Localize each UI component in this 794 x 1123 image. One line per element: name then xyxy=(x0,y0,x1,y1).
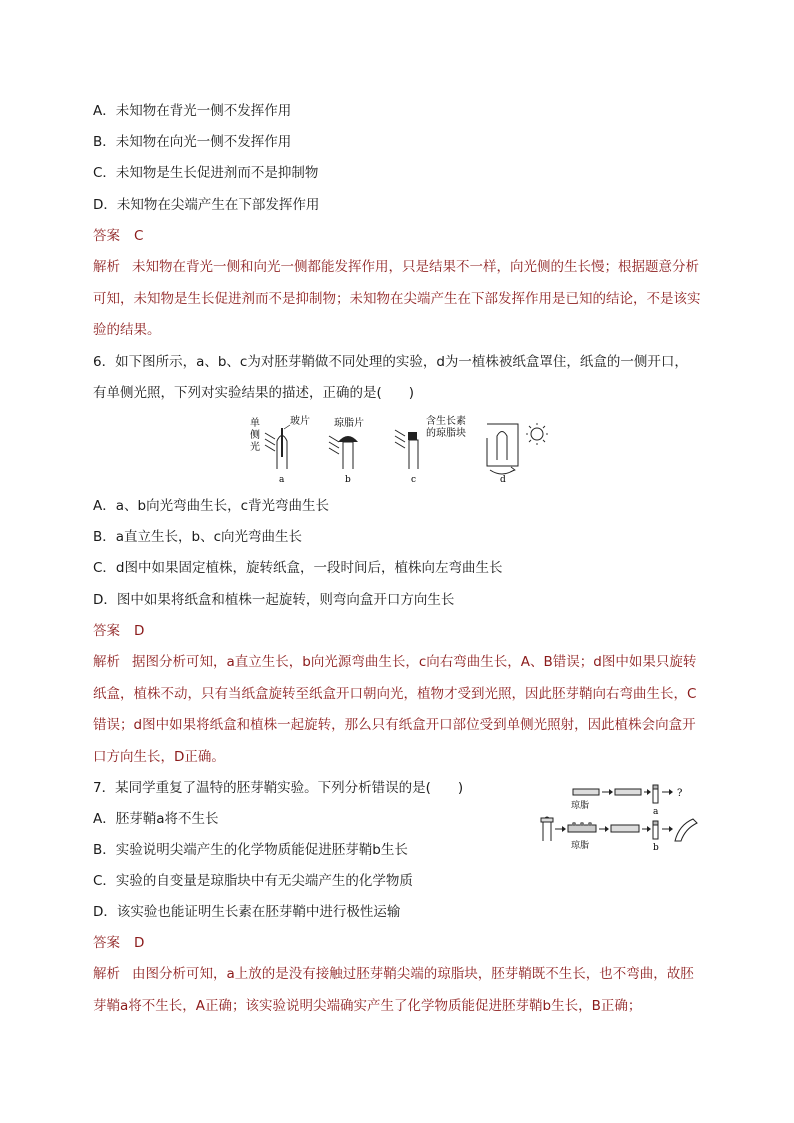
q7-option-b: B．实验说明尖端产生的化学物质能促进胚芽鞘b生长 xyxy=(93,842,408,858)
q5-answer xyxy=(93,226,143,246)
sub-d: d xyxy=(500,475,506,485)
light-arrows-b xyxy=(329,436,339,454)
agar-label-1: 琼脂 xyxy=(571,801,590,811)
light-label-2: 侧 xyxy=(250,430,260,441)
paper-box xyxy=(487,424,518,466)
q6-figure xyxy=(244,412,554,486)
answer-label: 答案 xyxy=(93,935,120,951)
sub-7b: b xyxy=(653,843,659,853)
analysis-text: 未知物在背光一侧和向光一侧都能发挥作用，只是结果不一样，向光侧的生长慢；根据题意分析可知，未知物是生长促进剂而不是抑制物；未知物在尖端产生在下部发挥作用是已知的结论，不是该实验的结果。 xyxy=(93,259,701,338)
auxin-agar-block xyxy=(408,432,417,440)
q7-option-a: A．胚芽鞘a将不生长 xyxy=(93,811,219,827)
answer-value: D xyxy=(134,623,145,639)
q5-option-b: B．未知物在向光一侧不发挥作用 xyxy=(93,134,292,150)
q5-analysis xyxy=(93,252,703,347)
analysis-label: 解析 xyxy=(93,259,120,275)
mica-label: 玻片 xyxy=(290,416,310,427)
sub-c: c xyxy=(411,475,417,485)
q7-stem: 7．某同学重复了温特的胚芽鞘实验。下列分析错误的是( ) xyxy=(93,780,464,796)
answer-value: C xyxy=(134,228,144,244)
analysis-label: 解析 xyxy=(93,966,120,982)
q6-analysis xyxy=(93,647,703,773)
sub-7a: a xyxy=(653,807,659,817)
q6-stem-line1: 6．如下图所示，a、b、c为对胚芽鞘做不同处理的实验，d为一植株被纸盒罩住，纸盒的一侧开口， xyxy=(93,354,688,370)
q6-option-a: A．a、b向光弯曲生长，c背光弯曲生长 xyxy=(93,498,329,514)
analysis-text: 由图分析可知，a上放的是没有接触过胚芽鞘尖端的琼脂块，胚芽鞘既不生长，也不弯曲，故胚芽鞘a将不生长，A正确；该实验说明尖端确实产生了化学物质能促进胚芽鞘b生长，B正确； xyxy=(93,966,694,1014)
analysis-text: 据图分析可知，a直立生长，b向光源弯曲生长，c向右弯曲生长，A、B错误；d图中如果只旋转纸盒，植株不动，只有当纸盒旋转至纸盒开口朝向光，植物才受到光照，因此胚芽鞘向右弯曲生长，C错误；d图中如果将纸盒和植株一起旋转，那么只有纸盒开口部位受到单侧光照射，因此植株会向盒开口方向生长，D正确。 xyxy=(93,654,697,765)
agar-label-2: 琼脂 xyxy=(571,841,590,851)
auxin-agar-label-2: 的琼脂块 xyxy=(426,428,466,439)
sub-a: a xyxy=(279,475,285,485)
q6-option-b: B．a直立生长，b、c向光弯曲生长 xyxy=(93,529,303,545)
agar-sheet-label: 琼脂片 xyxy=(334,418,364,429)
q6-option-c: C．d图中如果固定植株，旋转纸盒，一段时间后，植株向左弯曲生长 xyxy=(93,560,503,576)
agar-sheet xyxy=(338,436,358,442)
coleoptile-7a xyxy=(653,789,658,803)
sun-icon xyxy=(526,423,548,445)
analysis-label: 解析 xyxy=(93,654,120,670)
agar-with-tips xyxy=(568,825,596,832)
sub-b: b xyxy=(345,475,351,485)
answer-label: 答案 xyxy=(93,228,120,244)
bent-coleoptile xyxy=(675,819,697,841)
coleoptile-c xyxy=(409,440,418,469)
answer-label: 答案 xyxy=(93,623,120,639)
agar-block-2 xyxy=(615,789,641,795)
q7-analysis xyxy=(93,959,703,1022)
q5-option-d: D．未知物在尖端产生在下部发挥作用 xyxy=(93,197,320,213)
light-arrows-a xyxy=(265,433,275,451)
q7-figure xyxy=(533,769,703,857)
light-label-3: 光 xyxy=(250,442,260,453)
coleoptile-b xyxy=(343,442,353,469)
q7-option-c: C．实验的自变量是琼脂块中有无尖端产生的化学物质 xyxy=(93,873,413,889)
answer-value: D xyxy=(134,935,145,951)
light-arrows-c xyxy=(395,430,405,448)
q6-answer xyxy=(93,621,144,641)
q7-option-d: D．该实验也能证明生长素在胚芽鞘中进行极性运输 xyxy=(93,904,401,920)
q6-option-d: D．图中如果将纸盒和植株一起旋转，则弯向盒开口方向生长 xyxy=(93,592,455,608)
question-mark: ? xyxy=(677,788,683,799)
plant-d xyxy=(497,432,507,461)
agar-block-3 xyxy=(611,825,639,832)
light-label-1: 单 xyxy=(250,418,260,429)
agar-block-1 xyxy=(573,789,599,795)
q6-stem-line2: 有单侧光照，下列对实验结果的描述，正确的是( ) xyxy=(93,385,415,401)
q7-answer xyxy=(93,933,144,953)
q5-option-c: C．未知物是生长促进剂而不是抑制物 xyxy=(93,165,319,181)
q5-option-a: A．未知物在背光一侧不发挥作用 xyxy=(93,103,292,119)
auxin-agar-label-1: 含生长素 xyxy=(426,416,466,427)
coleoptile-7b xyxy=(653,825,658,839)
